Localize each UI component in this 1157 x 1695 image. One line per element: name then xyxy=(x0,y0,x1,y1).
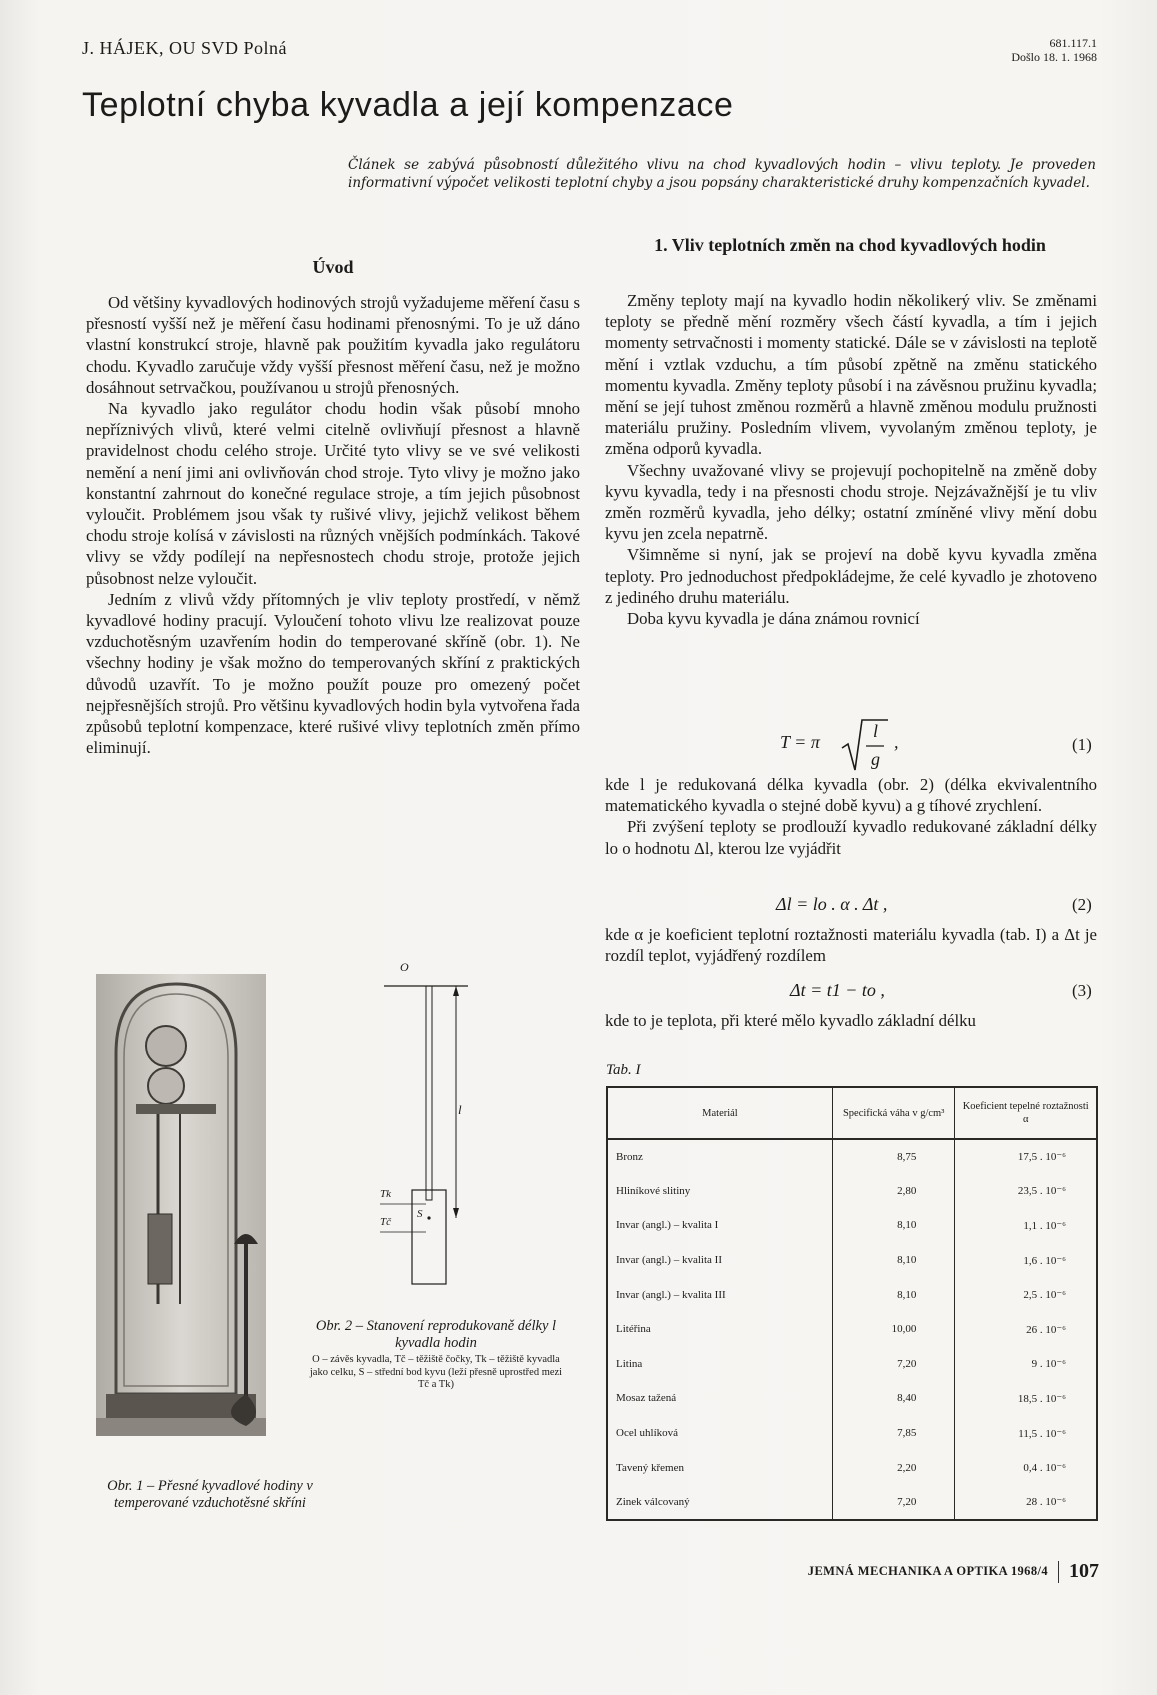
table-cell: 17,5 . 10⁻⁶ xyxy=(955,1139,1097,1174)
table-header: Materiál xyxy=(607,1087,832,1139)
table-cell: 8,10 xyxy=(832,1243,955,1278)
table-row xyxy=(607,1347,1097,1382)
author-line: J. HÁJEK, OU SVD Polná xyxy=(82,38,288,58)
figure-2-legend: O – závěs kyvadla, Tč – těžiště čočky, Tk – těžiště kyvadla jako celku, S – střední bod kyvu (leží přesně uprostřed mezi Tč a Tk) xyxy=(309,1354,563,1390)
sqrt-symbol-icon xyxy=(840,718,890,772)
eq1-denominator: g xyxy=(871,749,880,769)
table-cell: Invar (angl.) – kvalita I xyxy=(607,1208,832,1243)
section-paragraph: kde α je koeficient teplotní roztažnosti materiálu kyvadla (tab. I) a Δt je rozdíl teplot, vyjádřený rozdílem xyxy=(605,925,1097,966)
table-row xyxy=(607,1243,1097,1278)
table-cell: 7,20 xyxy=(832,1347,955,1382)
table-row xyxy=(607,1208,1097,1243)
table-cell: Mosaz tažená xyxy=(607,1381,832,1416)
section-paragraph: kde to je teplota, při které mělo kyvadlo základní délku xyxy=(605,1011,976,1030)
section-paragraph: Při zvýšení teploty se prodlouží kyvadlo redukované základní délky lo o hodnotu Δl, kterou lze vyjádřit xyxy=(605,817,1097,858)
label-l: l xyxy=(458,1102,462,1117)
table-header: Specifická váha v g/cm³ xyxy=(832,1087,955,1139)
article-title: Teplotní chyba kyvadla a její kompenzace xyxy=(82,86,734,124)
equation-2: Δl = lo . α . Δt , xyxy=(776,894,888,914)
table-cell: Invar (angl.) – kvalita III xyxy=(607,1277,832,1312)
section-paragraph: Doba kyvu kyvadla je dána známou rovnicí xyxy=(627,609,920,629)
section1-heading: 1. Vliv teplotních změn na chod kyvadlových hodin xyxy=(654,235,1046,255)
eq1-comma: , xyxy=(894,732,899,752)
table-cell: 8,10 xyxy=(832,1277,955,1312)
table-row xyxy=(607,1277,1097,1312)
label-o: O xyxy=(400,960,409,974)
footer-divider xyxy=(1058,1561,1059,1583)
page-number: 107 xyxy=(1069,1560,1099,1582)
table-row xyxy=(607,1485,1097,1520)
article-meta xyxy=(1011,36,1097,64)
intro-paragraph: Na kyvadlo jako regulátor chodu hodin však působí mnoho nepříznivých vlivů, které velmi citelně ovlivňují přesnost a hlavně pravidelnost chodu celého stroje. Určité tyto vlivy se ve své velikosti nemění a není jimi ani ovlivňován chod stroje. Tyto vlivy je možno jako konstantní zahrnout do konečné regulace stroje, a tím jejich působnost vyloučit. Problémem jsou však ty rušivé vlivy, jejichž velikost během chodu stroje kolísá v závislosti na různých vnějších podmínkách. Takové vlivy se vždy podílejí na nepřesnostech chodu stroje, protože jejich působnost nelze vyloučit. xyxy=(86,399,580,588)
clock-photo xyxy=(96,974,266,1436)
eq1-numerator: l xyxy=(873,721,879,741)
table-caption: Tab. I xyxy=(606,1062,641,1078)
section-paragraph: Všechny uvažované vlivy se projevují pochopitelně na změně doby kyvu kyvadla, tedy i na přesnosti chodu stroje. Nejzávažnější je tu vliv změn rozměrů kyvadla, jeho délky; ostatní zmíněné vlivy mění dobu kyvu jen zcela nepatrně. xyxy=(605,460,1097,544)
table-row xyxy=(607,1174,1097,1209)
table-cell: 26 . 10⁻⁶ xyxy=(955,1312,1097,1347)
pendulum-diagram xyxy=(372,972,478,1308)
table-cell: 8,75 xyxy=(832,1139,955,1174)
intro-heading: Úvod xyxy=(312,257,354,277)
table-cell: Tavený křemen xyxy=(607,1450,832,1485)
table-cell: 0,4 . 10⁻⁶ xyxy=(955,1450,1097,1485)
table-cell: 1,1 . 10⁻⁶ xyxy=(955,1208,1097,1243)
table-cell: 8,10 xyxy=(832,1208,955,1243)
eq2-number: (2) xyxy=(1072,895,1092,914)
table-cell: 11,5 . 10⁻⁶ xyxy=(955,1416,1097,1451)
section-paragraph: kde l je redukovaná délka kyvadla (obr. 2) (délka ekvivalentního matematického kyvadla o stejné době kyvu) a g tíhové zrychlení. xyxy=(605,775,1097,816)
label-s: S xyxy=(417,1208,423,1220)
figure-1-caption: Obr. 1 – Přesné kyvadlové hodiny v temperované vzduchotěsné skříni xyxy=(107,1478,313,1511)
figure-2-caption xyxy=(309,1318,563,1392)
table-cell: Zinek válcovaný xyxy=(607,1485,832,1520)
section1-text-b xyxy=(605,774,1097,859)
equation-1 xyxy=(780,716,940,772)
eq1-number: (1) xyxy=(1072,735,1092,754)
eq1-lhs: T = π xyxy=(780,732,820,752)
intro-text xyxy=(86,292,580,758)
equation-3: Δt = t1 − to , xyxy=(790,980,885,1000)
table-cell: Bronz xyxy=(607,1139,832,1174)
table-cell: 2,5 . 10⁻⁶ xyxy=(955,1277,1097,1312)
table-cell: Litina xyxy=(607,1347,832,1382)
table-cell: 9 . 10⁻⁶ xyxy=(955,1347,1097,1382)
label-tk: Tk xyxy=(380,1188,391,1200)
materials-table xyxy=(606,1086,1098,1521)
table-cell: 10,00 xyxy=(832,1312,955,1347)
table-row xyxy=(607,1139,1097,1174)
table-row xyxy=(607,1450,1097,1485)
section-paragraph: Změny teploty mají na kyvadlo hodin několikerý vliv. Se změnami teploty se předně mění rozměry všech částí kyvadla, a tím i jejich momenty setrvačnosti i momenty statické. Dále se v závislosti na teplotě mění i vztlak vzduchu, a tím působí zpětně na změnu statického momentu kyvadla. Změny teploty působí i na závěsnou pružinu kyvadla; mění se její tuhost změnou rozměrů a hlavně změnou modulu pružnosti materiálu pružiny. Posledním vlivem, vyvolaným změnou teploty, je změna odporů kyvadla. xyxy=(605,291,1097,459)
table-cell: 7,85 xyxy=(832,1416,955,1451)
section1-text-a xyxy=(605,290,1097,629)
section1-text-d xyxy=(605,1010,1097,1031)
received-date: Došlo 18. 1. 1968 xyxy=(1011,50,1097,64)
table-row xyxy=(607,1416,1097,1451)
udc-code: 681.117.1 xyxy=(1049,36,1097,50)
page-footer xyxy=(808,1560,1099,1583)
table-cell: 2,20 xyxy=(832,1450,955,1485)
table-cell: 28 . 10⁻⁶ xyxy=(955,1485,1097,1520)
table-cell: 23,5 . 10⁻⁶ xyxy=(955,1174,1097,1209)
table-row xyxy=(607,1312,1097,1347)
table-cell: 8,40 xyxy=(832,1381,955,1416)
abstract: Článek se zabývá působností důležitého vlivu na chod kyvadlových hodin – vlivu teploty. Je proveden informativní výpočet velikosti teplotní chyby a jsou popsány charakteristické druhy kompenzačních kyvadel. xyxy=(348,157,1096,191)
figure-2-title: Obr. 2 – Stanovení reprodukovaně délky l kyvadla hodin xyxy=(315,1318,557,1351)
table-row xyxy=(607,1381,1097,1416)
intro-paragraph: Jedním z vlivů vždy přítomných je vliv teploty prostředí, v němž kyvadlové hodiny pracují. Vyloučení tohoto vlivu lze realizovat pouze vzduchotěsným uzavřením hodin do temperované skříně (obr. 1). Ne všechny hodiny je však možno do temperovaných skříní z praktických důvodů uzavřít. To je možno použít pouze pro omezený počet nejpřesnějších strojů. Pro většinu kyvadlových hodin byla vytvořena řada způsobů teplotní kompenzace, které rušivé vlivy teplotních změn přímo eliminují. xyxy=(86,589,580,758)
eq3-number: (3) xyxy=(1072,981,1092,1000)
table-cell: Hliníkové slitiny xyxy=(607,1174,832,1209)
table-cell: Ocel uhlíková xyxy=(607,1416,832,1451)
section-paragraph: Všimněme si nyní, jak se projeví na době kyvu kyvadla změna teploty. Pro jednoduchost předpokládejme, že celé kyvadlo je zhotoveno z jediného druhu materiálu. xyxy=(605,545,1097,607)
table-cell: 7,20 xyxy=(832,1485,955,1520)
table-header: Koeficient tepelné roztažnosti α xyxy=(955,1087,1097,1139)
table-cell: 2,80 xyxy=(832,1174,955,1209)
intro-paragraph: Od většiny kyvadlových hodinových strojů vyžadujeme měření času s přesností vyšší než je měření času hodinami přenosnými. To je už dáno vlastní konstrukcí stroje, hlavně pak použitím kyvadla jako regulátoru chodu. Kyvadlo zaručuje vždy vyšší přesnost měření času, než je možno dosáhnout setrvačkou, používanou u strojů přenosných. xyxy=(86,293,580,397)
table-cell: 1,6 . 10⁻⁶ xyxy=(955,1243,1097,1278)
table-cell: Invar (angl.) – kvalita II xyxy=(607,1243,832,1278)
section1-text-c xyxy=(605,924,1097,966)
table-cell: 18,5 . 10⁻⁶ xyxy=(955,1381,1097,1416)
table-header-row xyxy=(607,1087,1097,1139)
label-tc: Tč xyxy=(380,1216,391,1228)
table-cell: Litéřina xyxy=(607,1312,832,1347)
journal-name: JEMNÁ MECHANIKA A OPTIKA 1968/4 xyxy=(807,1564,1048,1578)
